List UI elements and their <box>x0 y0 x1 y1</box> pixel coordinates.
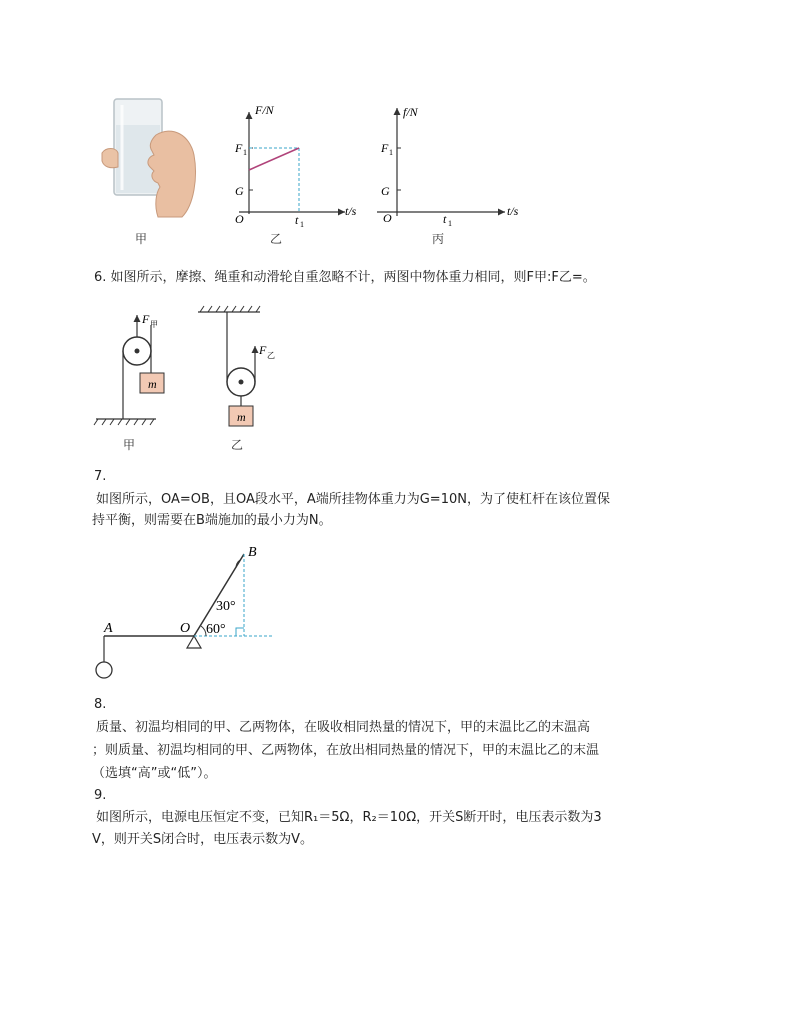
q6-text: 6. 如图所示，摩擦、绳重和动滑轮自重忽略不计，两图中物体重力相同，则F甲:F乙=。 <box>94 270 596 285</box>
svg-text:G: G <box>235 184 244 198</box>
graph-yi <box>225 100 365 230</box>
svg-text:F: F <box>235 141 243 155</box>
q9-number: 9. <box>94 788 107 803</box>
svg-text:t/s: t/s <box>507 204 519 218</box>
q8-line2: ；则质量、初温均相同的甲、乙两物体，在放出相同热量的情况下，甲的末温比乙的末温 <box>92 743 600 758</box>
svg-text:F: F <box>259 343 267 357</box>
svg-text:30°: 30° <box>216 599 236 614</box>
q6-caption-jia: 甲 <box>123 438 136 452</box>
pulley-diagram-yi <box>192 300 282 435</box>
svg-text:1: 1 <box>300 220 304 229</box>
y-axis-label: f/N <box>403 105 418 119</box>
svg-text:O: O <box>383 211 392 225</box>
q7-number: 7. <box>94 469 107 484</box>
svg-text:t/s: t/s <box>345 204 357 218</box>
svg-text:O: O <box>235 212 244 226</box>
svg-text:60°: 60° <box>206 622 226 637</box>
glass-photo <box>98 95 198 220</box>
svg-text:F: F <box>381 141 389 155</box>
svg-text:O: O <box>180 621 191 636</box>
svg-text:乙: 乙 <box>267 351 275 360</box>
fig5-caption-bing: 丙 <box>432 232 445 246</box>
graph-bing <box>375 100 525 230</box>
pulley-diagram-jia <box>90 305 180 435</box>
q8-line1: 质量、初温均相同的甲、乙两物体，在吸收相同热量的情况下，甲的末温比乙的末温高 <box>96 720 591 735</box>
svg-text:1: 1 <box>389 148 393 157</box>
svg-text:1: 1 <box>448 219 452 228</box>
svg-text:m: m <box>148 377 157 391</box>
y-axis-label: F/N <box>255 103 274 117</box>
svg-text:A: A <box>104 621 113 636</box>
svg-text:m: m <box>237 410 246 424</box>
svg-text:1: 1 <box>243 148 247 157</box>
svg-text:F: F <box>142 312 150 326</box>
svg-text:t: t <box>443 212 447 226</box>
q8-number: 8. <box>94 697 107 712</box>
q7-line2: 持平衡，则需要在B端施加的最小力为N。 <box>92 513 332 528</box>
hanging-weight <box>96 662 112 678</box>
force-line <box>249 148 299 170</box>
lever-diagram <box>90 540 290 685</box>
svg-text:G: G <box>381 184 390 198</box>
q9-line2: V，则开关S闭合时，电压表示数为V。 <box>92 832 314 847</box>
q8-line3: （选填“高”或“低”）。 <box>92 766 217 781</box>
q9-line1: 如图所示，电源电压恒定不变，已知R₁＝5Ω，R₂＝10Ω，开关S断开时，电压表示数为3 <box>96 810 602 825</box>
q6-caption-yi: 乙 <box>231 438 244 452</box>
svg-text:甲: 甲 <box>150 320 158 329</box>
svg-text:B: B <box>248 545 257 560</box>
fulcrum <box>187 636 201 648</box>
fig5-caption-yi: 乙 <box>270 232 283 246</box>
q7-line1: 如图所示，OA=OB，且OA段水平，A端所挂物体重力为G=10N，为了使杠杆在该位置保 <box>96 492 610 507</box>
fig5-caption-jia: 甲 <box>135 232 148 246</box>
svg-text:t: t <box>295 213 299 227</box>
